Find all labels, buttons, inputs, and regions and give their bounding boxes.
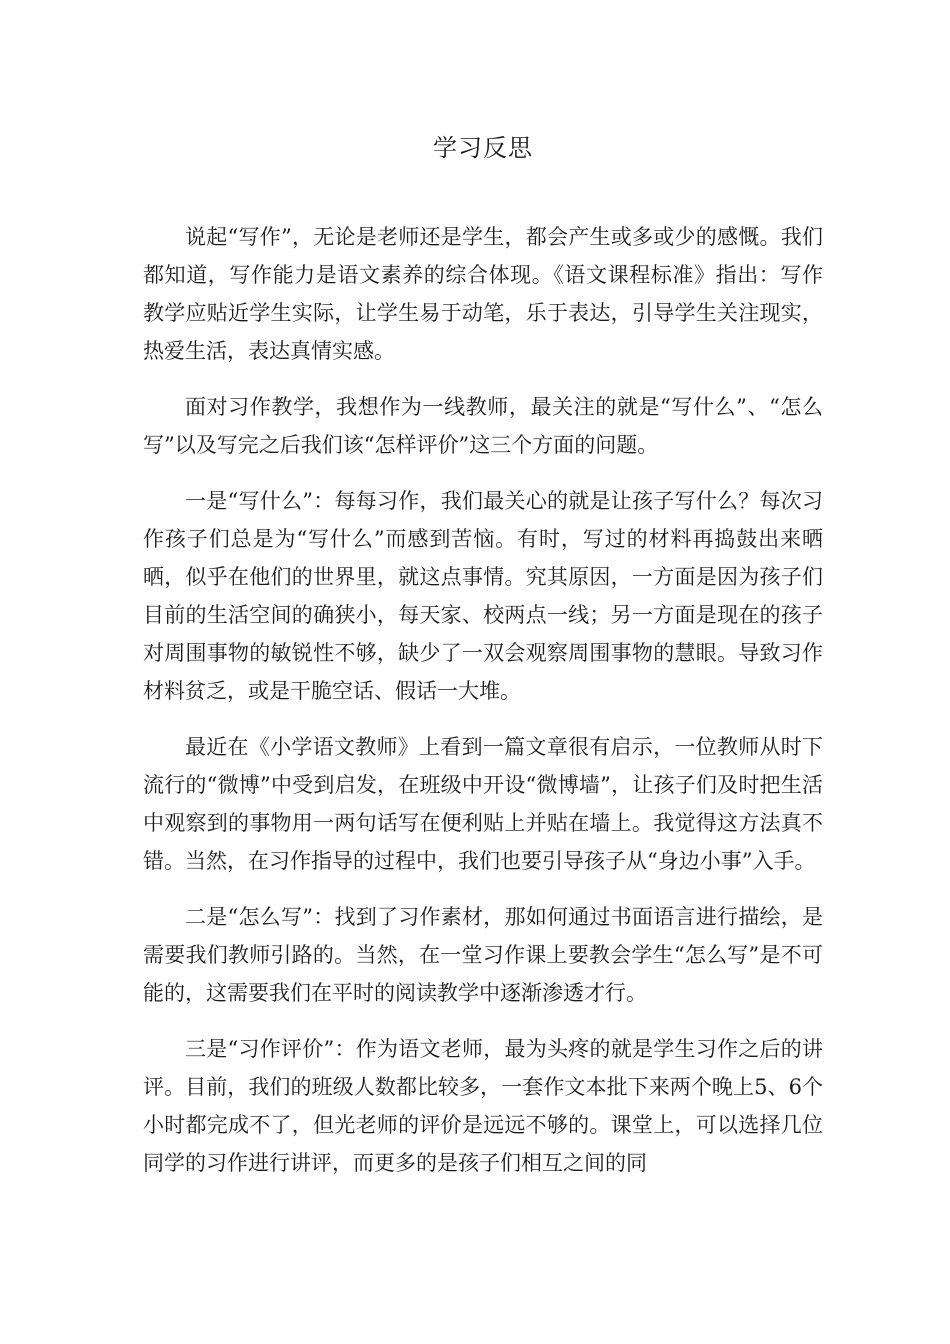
paragraph-4: 最近在《小学语文教师》上看到一篇文章很有启示，一位教师从时下流行的“微博”中受到启发，在班级中开设“微博墙”，让孩子们及时把生活中观察到的事物用一两句话写在便利贴上并贴在墙上。我觉得这方法真不错。当然，在习作指导的过程中，我们也要引导孩子从“身边小事”入手。 (143, 735, 823, 873)
document-page (143, 128, 823, 1200)
document-title: 学习反思 (433, 134, 533, 162)
paragraph-1: 说起“写作”，无论是老师还是学生，都会产生或多或少的感慨。我们都知道，写作能力是语文素养的综合体现。《语文课程标准》指出：写作教学应贴近学生实际，让学生易于动笔，乐于表达，引导学生关注现实，热爱生活，表达真情实感。 (143, 225, 823, 363)
paragraph-6: 三是“习作评价”：作为语文老师，最为头疼的就是学生习作之后的讲评。目前，我们的班级人数都比较多，一套作文本批下来两个晚上5、6个小时都完成不了，但光老师的评价是远远不够的。课堂上，可以选择几位同学的习作进行讲评，而更多的是孩子们相互之间的同 (143, 1037, 823, 1175)
paragraph-5: 二是“怎么写”：找到了习作素材，那如何通过书面语言进行描绘，是需要我们教师引路的。当然，在一堂习作课上要教会学生“怎么写”是不可能的，这需要我们在平时的阅读教学中逐渐渗透才行。 (143, 905, 823, 1005)
paragraph-3: 一是“写什么”：每每习作，我们最关心的就是让孩子写什么？每次习作孩子们总是为“写什么”而感到苦恼。有时，写过的材料再捣鼓出来晒晒，似乎在他们的世界里，就这点事情。究其原因，一方面是因为孩子们目前的生活空间的确狭小，每天家、校两点一线；另一方面是现在的孩子对周围事物的敏锐性不够，缺少了一双会观察周围事物的慧眼。导致习作材料贫乏，或是干脆空话、假话一大堆。 (143, 489, 823, 703)
paragraph-2: 面对习作教学，我想作为一线教师，最关注的就是“写什么”、“怎么写”以及写完之后我们该“怎样评价”这三个方面的问题。 (143, 395, 823, 457)
